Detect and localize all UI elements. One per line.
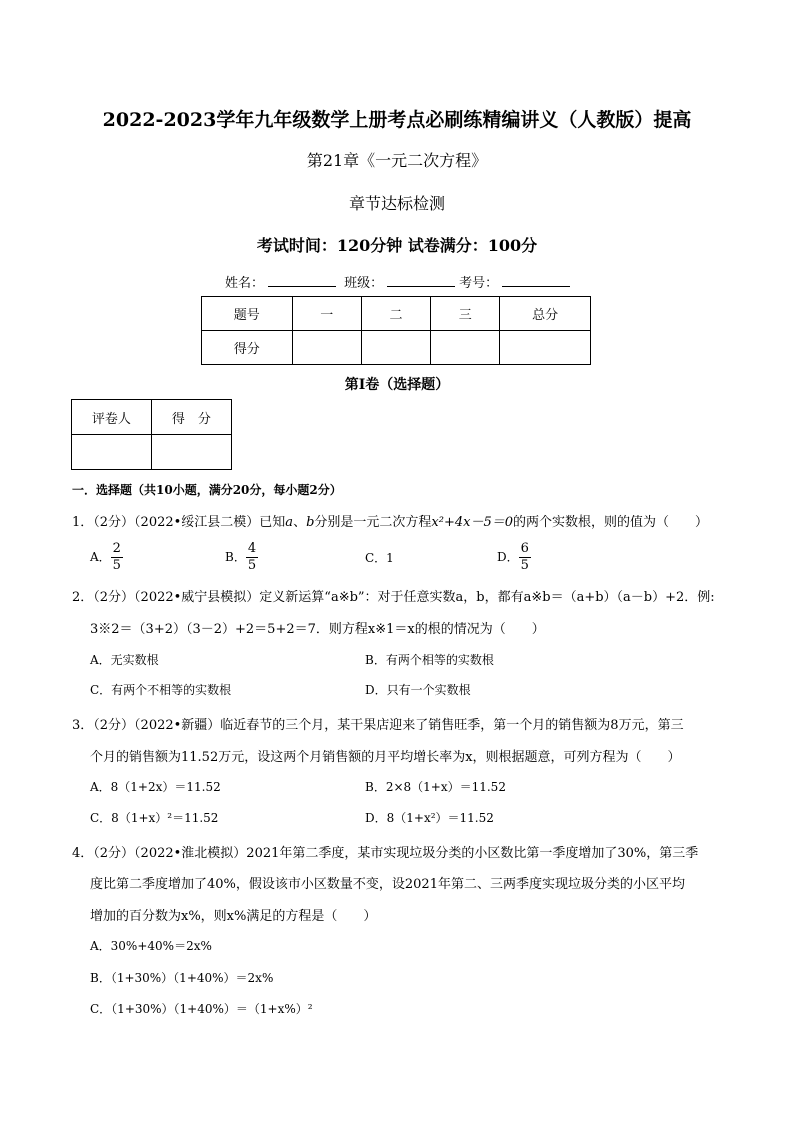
question-4-line-2: 度比第二季度增加了40%，假设该市小区数量不变，设2021年第二、三两季度实现垃圾分类的小区平均 [90,877,685,892]
q2-option-d[interactable]: D．只有一个实数根 [365,683,471,697]
q1-var-a: a [285,515,294,530]
fraction-numerator: 2 [112,541,121,556]
q4-option-a[interactable]: A．30%+40%＝2x% [90,939,212,953]
grader-table [71,399,232,470]
q1-var-b: b [306,515,315,530]
fraction-denominator: 5 [247,558,257,573]
q2-option-b[interactable]: B．有两个相等的实数根 [365,653,494,667]
question-2-line-2: 3※2＝（3+2）（3－2）+2＝5+2＝7．则方程x※1＝x的根的情况为（ ） [90,622,545,637]
document-title: 2022-2023学年九年级数学上册考点必刷练精编讲义（人教版）提高 [102,109,692,131]
option-label: A． [90,550,111,564]
score-header-cell: 二 [361,297,430,331]
name-blank[interactable] [268,275,336,287]
name-label: 姓名： [225,276,265,291]
question-1-stem [72,511,708,530]
score-header-cell: 总分 [500,297,591,331]
subtitle: 章节达标检测 [348,194,445,213]
student-info [225,272,574,291]
question-2-line-1: 2．（2分）（2022•威宁县模拟）定义新运算“a※b”：对于任意实数a，b，都有a※b＝（a+b）（a－b）+2．例: [72,590,715,605]
question-4-line-3: 增加的百分数为x%，则x%满足的方程是（ ） [90,909,377,924]
q1-equation: x²+4x－5＝0 [431,515,514,530]
score-cell[interactable] [500,331,591,365]
q3-option-a[interactable]: A．8（1+2x）＝11.52 [90,780,221,794]
score-header-cell: 三 [431,297,500,331]
q1-option-b[interactable] [225,541,258,574]
score-table-score-row [202,331,591,365]
q1-option-d[interactable] [497,541,531,574]
score-cell[interactable] [292,331,361,365]
q2-option-c[interactable]: C．有两个不相等的实数根 [90,683,232,697]
exam-info: 考试时间：120分钟 试卷满分：100分 [256,236,538,255]
score-table-header-row [202,297,591,331]
q1-text: 分别是一元二次方程 [314,515,432,530]
section1-title: 一．选择题（共10小题，满分20分，每小题2分） [72,483,342,497]
q1-text: 的两个实数根，则的值为（ ） [513,515,709,530]
option-label: B． [225,550,246,564]
fraction-denominator: 5 [520,558,529,573]
grader-label: 评卷人 [72,400,152,435]
score-header-cell: 题号 [202,297,293,331]
number-label: 考号： [459,276,499,291]
q3-option-d[interactable]: D．8（1+x²）＝11.52 [365,811,494,825]
q1-sep: 、 [293,515,307,530]
question-4-line-1: 4．（2分）（2022•淮北模拟）2021年第二季度，某市实现垃圾分类的小区数比第一季度增加了30%，第三季 [72,846,699,861]
q1-option-c[interactable]: C．1 [365,551,394,565]
number-blank[interactable] [502,275,570,287]
question-3-line-2: 个月的销售额为11.52万元，设这两个月销售额的月平均增长率为x，则根据题意，可列方程为（ ） [90,750,681,765]
fraction-denominator: 5 [112,558,121,573]
class-blank[interactable] [387,275,455,287]
q3-option-c[interactable]: C．8（1+x）²＝11.52 [90,811,219,825]
class-label: 班级： [344,276,384,291]
q3-option-b[interactable]: B．2×8（1+x）＝11.52 [365,780,506,794]
q4-option-c[interactable]: C．（1+30%）（1+40%）＝（1+x%）² [90,1002,313,1016]
chapter-title: 第21章《一元二次方程》 [306,151,488,170]
grader-score-label: 得 分 [151,400,231,435]
part1-title: 第Ⅰ卷（选择题） [344,377,450,393]
score-table [201,296,591,365]
score-cell[interactable] [361,331,430,365]
q2-option-a[interactable]: A．无实数根 [90,653,159,667]
score-row-label: 得分 [202,331,293,365]
q4-option-b[interactable]: B．（1+30%）（1+40%）＝2x% [90,971,274,985]
fraction-numerator: 4 [247,541,257,556]
option-label: D． [497,550,519,564]
score-header-cell: 一 [292,297,361,331]
fraction-numerator: 6 [520,541,529,556]
grader-score-cell[interactable] [151,435,231,470]
question-3-line-1: 3．（2分）（2022•新疆）临近春节的三个月，某干果店迎来了销售旺季，第一个月的销售额为8万元，第三 [72,718,684,733]
score-cell[interactable] [431,331,500,365]
q1-option-a[interactable] [90,541,123,574]
grader-cell[interactable] [72,435,152,470]
q1-text: 1．（2分）（2022•绥江县二模）已知 [72,515,286,530]
